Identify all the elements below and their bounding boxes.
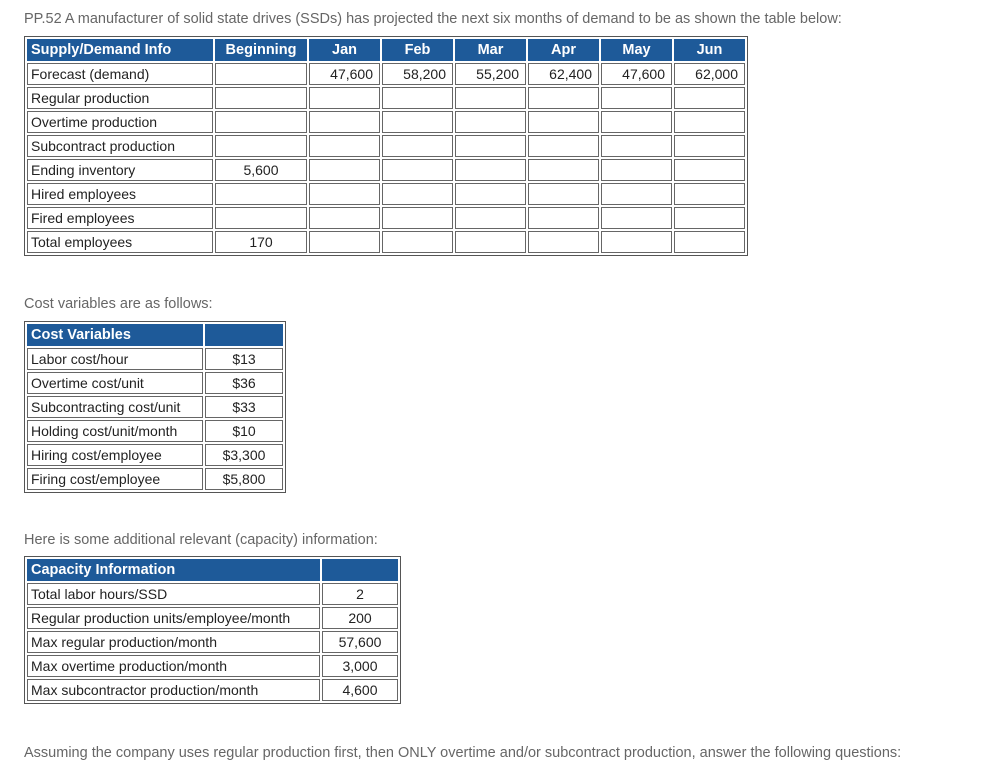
supply-cell[interactable]	[674, 207, 745, 229]
supply-cell[interactable]	[528, 207, 599, 229]
supply-cell[interactable]	[528, 159, 599, 181]
cost-row	[27, 420, 283, 442]
supply-cell[interactable]	[215, 135, 307, 157]
capacity-label: Regular production units/employee/month	[27, 607, 320, 629]
problem-intro: PP.52 A manufacturer of solid state drives (SSDs) has projected the next six months of demand to be as shown the table below:	[24, 11, 842, 27]
capacity-row	[27, 631, 398, 653]
cost-row	[27, 444, 283, 466]
supply-cell[interactable]	[601, 207, 672, 229]
supply-cell[interactable]	[601, 135, 672, 157]
supply-row	[27, 183, 745, 205]
capacity-table-header: Capacity Information	[27, 559, 320, 581]
supply-header-apr: Apr	[528, 39, 599, 61]
capacity-label: Max subcontractor production/month	[27, 679, 320, 701]
supply-cell[interactable]: 170	[215, 231, 307, 253]
supply-header-mar: Mar	[455, 39, 526, 61]
supply-cell[interactable]	[601, 231, 672, 253]
supply-cell[interactable]	[674, 183, 745, 205]
supply-row-label: Overtime production	[27, 111, 213, 133]
supply-cell[interactable]	[382, 231, 453, 253]
capacity-intro: Here is some additional relevant (capacity) information:	[24, 532, 378, 548]
supply-header-may: May	[601, 39, 672, 61]
cost-label: Hiring cost/employee	[27, 444, 203, 466]
cost-label: Overtime cost/unit	[27, 372, 203, 394]
supply-table-header-row	[27, 39, 745, 61]
supply-cell[interactable]	[382, 87, 453, 109]
supply-cell[interactable]	[215, 63, 307, 85]
supply-cell[interactable]: 5,600	[215, 159, 307, 181]
supply-row	[27, 135, 745, 157]
supply-cell[interactable]	[309, 135, 380, 157]
supply-cell[interactable]: 47,600	[601, 63, 672, 85]
supply-cell[interactable]	[455, 183, 526, 205]
supply-cell[interactable]	[528, 87, 599, 109]
cost-row	[27, 396, 283, 418]
supply-cell[interactable]	[528, 231, 599, 253]
supply-cell[interactable]	[309, 111, 380, 133]
supply-row-label: Hired employees	[27, 183, 213, 205]
supply-header-label: Supply/Demand Info	[27, 39, 213, 61]
cost-label: Holding cost/unit/month	[27, 420, 203, 442]
capacity-value: 200	[322, 607, 398, 629]
capacity-value: 57,600	[322, 631, 398, 653]
supply-cell[interactable]	[528, 135, 599, 157]
capacity-row	[27, 679, 398, 701]
cost-table-header-row	[27, 324, 283, 346]
supply-cell[interactable]	[309, 159, 380, 181]
supply-cell[interactable]	[382, 135, 453, 157]
cost-label: Firing cost/employee	[27, 468, 203, 490]
supply-cell[interactable]: 55,200	[455, 63, 526, 85]
capacity-row	[27, 583, 398, 605]
cost-value: $33	[205, 396, 283, 418]
cost-row	[27, 348, 283, 370]
cost-row	[27, 372, 283, 394]
capacity-value: 4,600	[322, 679, 398, 701]
supply-cell[interactable]	[674, 159, 745, 181]
supply-cell[interactable]	[455, 135, 526, 157]
supply-cell[interactable]	[215, 87, 307, 109]
supply-cell[interactable]	[674, 111, 745, 133]
supply-cell[interactable]	[382, 159, 453, 181]
supply-cell[interactable]: 62,400	[528, 63, 599, 85]
supply-row	[27, 207, 745, 229]
supply-cell[interactable]	[215, 111, 307, 133]
supply-cell[interactable]	[382, 111, 453, 133]
supply-row-label: Forecast (demand)	[27, 63, 213, 85]
cost-label: Subcontracting cost/unit	[27, 396, 203, 418]
supply-cell[interactable]	[528, 183, 599, 205]
supply-cell[interactable]	[215, 207, 307, 229]
supply-cell[interactable]	[309, 231, 380, 253]
supply-row-label: Total employees	[27, 231, 213, 253]
supply-cell[interactable]	[601, 183, 672, 205]
supply-header-beginning: Beginning	[215, 39, 307, 61]
supply-cell[interactable]: 58,200	[382, 63, 453, 85]
supply-cell[interactable]	[309, 183, 380, 205]
supply-header-jan: Jan	[309, 39, 380, 61]
supply-cell[interactable]: 62,000	[674, 63, 745, 85]
cost-value: $5,800	[205, 468, 283, 490]
supply-header-feb: Feb	[382, 39, 453, 61]
cost-label: Labor cost/hour	[27, 348, 203, 370]
supply-cell[interactable]	[382, 207, 453, 229]
cost-intro: Cost variables are as follows:	[24, 296, 213, 312]
supply-cell[interactable]	[674, 87, 745, 109]
supply-row	[27, 159, 745, 181]
supply-row	[27, 231, 745, 253]
supply-cell[interactable]: 47,600	[309, 63, 380, 85]
supply-row-label: Ending inventory	[27, 159, 213, 181]
supply-cell[interactable]	[382, 183, 453, 205]
capacity-label: Max regular production/month	[27, 631, 320, 653]
cost-table-header-blank	[205, 324, 283, 346]
supply-cell[interactable]	[601, 111, 672, 133]
supply-demand-table	[24, 36, 748, 256]
capacity-information-table	[24, 556, 401, 704]
supply-row	[27, 111, 745, 133]
capacity-value: 3,000	[322, 655, 398, 677]
supply-row-label: Fired employees	[27, 207, 213, 229]
cost-variables-table	[24, 321, 286, 493]
supply-row	[27, 87, 745, 109]
capacity-row	[27, 607, 398, 629]
cost-row	[27, 468, 283, 490]
cost-value: $10	[205, 420, 283, 442]
supply-cell[interactable]	[674, 135, 745, 157]
supply-cell[interactable]	[528, 111, 599, 133]
capacity-row	[27, 655, 398, 677]
capacity-table-header-row	[27, 559, 398, 581]
cost-value: $36	[205, 372, 283, 394]
capacity-label: Total labor hours/SSD	[27, 583, 320, 605]
supply-row-label: Regular production	[27, 87, 213, 109]
supply-cell[interactable]	[455, 111, 526, 133]
supply-cell[interactable]	[674, 231, 745, 253]
capacity-value: 2	[322, 583, 398, 605]
supply-cell[interactable]	[455, 231, 526, 253]
supply-cell[interactable]	[309, 207, 380, 229]
supply-cell[interactable]	[309, 87, 380, 109]
supply-header-jun: Jun	[674, 39, 745, 61]
supply-cell[interactable]	[215, 183, 307, 205]
cost-table-header: Cost Variables	[27, 324, 203, 346]
capacity-label: Max overtime production/month	[27, 655, 320, 677]
capacity-table-header-blank	[322, 559, 398, 581]
supply-row	[27, 63, 745, 85]
supply-row-label: Subcontract production	[27, 135, 213, 157]
supply-cell[interactable]	[455, 87, 526, 109]
supply-cell[interactable]	[601, 159, 672, 181]
closing-text: Assuming the company uses regular production first, then ONLY overtime and/or subcontract production, answer the following questions:	[24, 745, 902, 761]
supply-cell[interactable]	[455, 207, 526, 229]
supply-cell[interactable]	[455, 159, 526, 181]
cost-value: $13	[205, 348, 283, 370]
supply-cell[interactable]	[601, 87, 672, 109]
cost-value: $3,300	[205, 444, 283, 466]
